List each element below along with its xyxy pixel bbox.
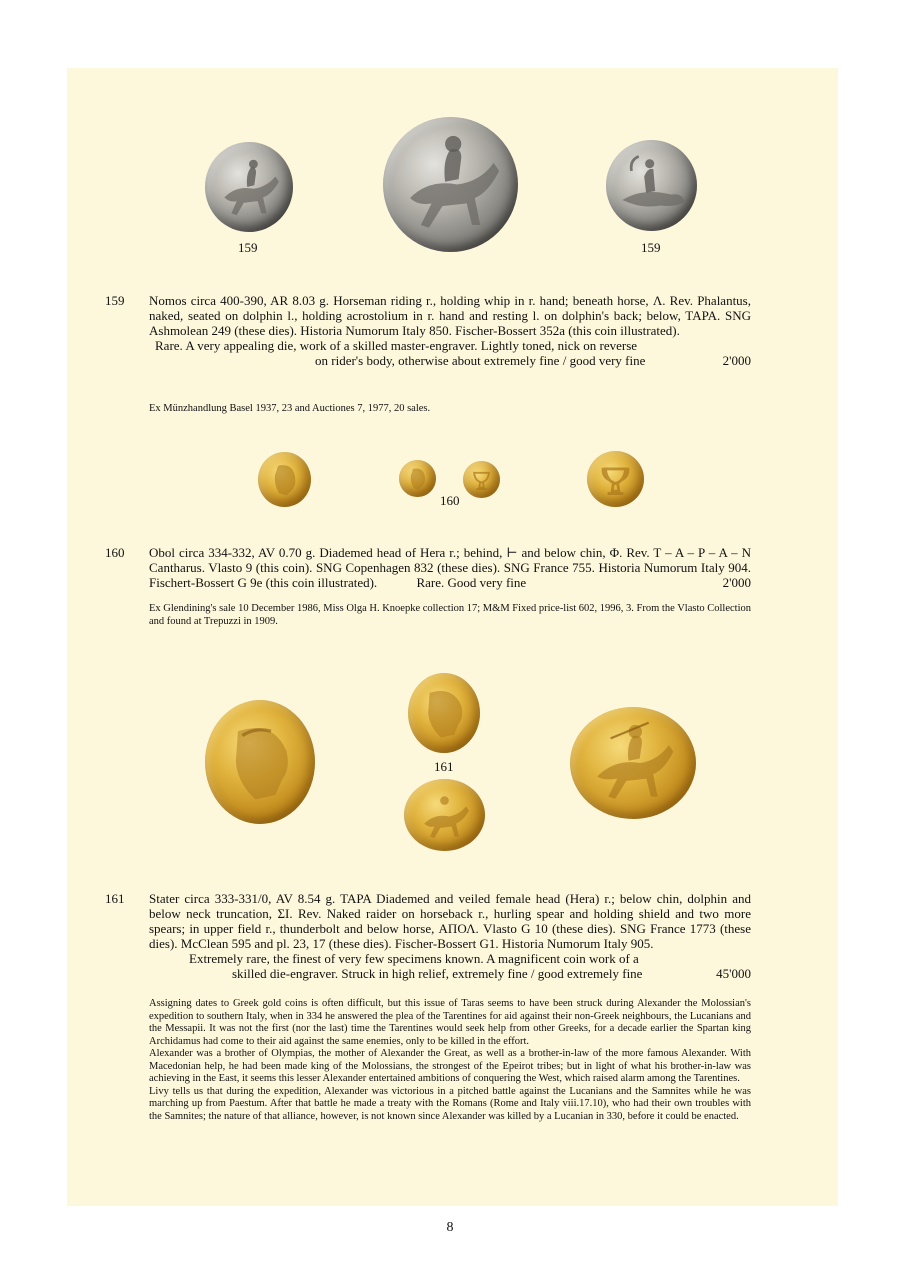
lot-161-grade-line-2: skilled die-engraver. Struck in high relief, extremely fine / good extremely fine: [232, 966, 643, 981]
horseman-icon: [383, 117, 518, 252]
coin-161-obverse-small: [408, 673, 480, 753]
lot-159-grade-line-1: Rare. A very appealing die, work of a skilled master-engraver. Lightly toned, nick on reverse: [155, 338, 638, 353]
horseman-icon: [570, 707, 696, 819]
coin-161-reverse-small: [404, 779, 485, 851]
lot-description-160: [149, 545, 751, 590]
page-number: 8: [446, 1220, 454, 1235]
coin-159-obverse-small: [205, 142, 293, 232]
coin-159-reverse: [606, 140, 697, 231]
coin-160-reverse-large: [587, 451, 644, 507]
lot-160-provenance: Ex Glendining's sale 10 December 1986, Miss Olga H. Knoepke collection 17; M&M Fixed price-list 602, 1996, 3. From the Vlasto Collection and found at Trepuzzi in 1909.: [149, 603, 751, 627]
lot-number-159: 159: [105, 293, 125, 308]
figure-label-159-right: 159: [641, 240, 661, 255]
coin-161-reverse-large: [570, 707, 696, 819]
figure-label-159-left: 159: [238, 240, 258, 255]
lot-description-159: [149, 293, 751, 368]
coin-160-obverse-large: [258, 452, 311, 507]
lot-159-price: 2'000: [722, 353, 751, 368]
lot-161-note-paragraph: Livy tells us that during the expedition, Alexander was victorious in a pitched battle against the Lucanians and the Samnites while he was marching up from Paestum. After that battle he made a treaty with the Romans (Rome and Italy viii.17.10), who had their own troubles with the Samnites; the nature of that alliance, however, is not known since Alexander was killed by a Lucanian in 330, before it could be enacted.: [149, 1085, 751, 1122]
lot-159-grade-row: [149, 353, 751, 368]
lot-160-grade: Rare. Good very fine: [416, 575, 527, 590]
cantharus-icon: [463, 461, 500, 498]
lot-number-160: 160: [105, 545, 125, 560]
lot-161-note-paragraph: Assigning dates to Greek gold coins is often difficult, but this issue of Taras seems to have been struck during Alexander the Molossian's expedition to southern Italy, when in 334 he answered the plea of the Tarentines for aid against their non-Greek neighbours, the Lucanians and the Messapii. It was not the first (nor the last) time the Tarentines would seek help from other Greeks, for a decade earlier the Spartan king Archidamus had come to their aid against the same enemies, only to be killed in the effort.: [149, 998, 751, 1047]
lot-160-price: 2'000: [722, 575, 751, 590]
coin-159-obverse-large: [383, 117, 518, 252]
lot-161-historical-notes: [149, 998, 751, 1123]
coin-160-reverse-small: [463, 461, 500, 498]
lot-159-provenance: Ex Münzhandlung Basel 1937, 23 and Auctiones 7, 1977, 20 sales.: [149, 403, 431, 414]
lot-number-161: 161: [105, 891, 125, 906]
head-of-hera-icon: [258, 452, 311, 507]
lot-159-grade-line-2: on rider's body, otherwise about extremely fine / good very fine: [315, 353, 646, 368]
horseman-icon: [404, 779, 485, 851]
lot-161-grade-line-1: Extremely rare, the finest of very few specimens known. A magnificent coin work of a: [189, 951, 639, 966]
head-of-hera-icon: [205, 700, 315, 824]
lot-description-161: [149, 891, 751, 981]
lot-161-grade-row: [149, 966, 751, 981]
head-of-hera-icon: [408, 673, 480, 753]
figure-label-160: 160: [440, 493, 460, 508]
coin-161-obverse-large: [205, 700, 315, 824]
lot-160-description-text: Obol circa 334-332, AV 0.70 g. Diademed head of Hera r.; behind, ⊢ and below chin, Φ. Rev. T – A – P – A – N Cantharus. Vlasto 9 (this coin). SNG Copenhagen 832 (these dies). SNG France 755. Historia Numorum Italy 904. Fischert-Bossert G 9e (this coin illustrated).: [149, 545, 751, 590]
lot-159-description-text: Nomos circa 400-390, AR 8.03 g. Horseman riding r., holding whip in r. hand; beneath horse, Λ. Rev. Phalantus, naked, seated on dolphin l., holding acrostolium in r. hand and resting l. on dolphin's back; below, TAPA. SNG Ashmolean 249 (these dies). Historia Numorum Italy 850. Fischer-Bossert 352a (this coin illustrated).: [149, 293, 751, 338]
lot-161-description-text: Stater circa 333-331/0, AV 8.54 g. TAPA Diademed and veiled female head (Hera) r.; below chin, dolphin and below neck truncation, ΣΙ. Rev. Naked raider on horseback r., hurling spear and holding shield and two more spears; in upper field r., thunderbolt and below horse, ΑΠΟΛ. Vlasto G 10 (these dies). SNG France 1773 (these dies). McClean 595 and pl. 23, 17 (these dies). Fischer-Bossert G1. Historia Numorum Italy 905.: [149, 891, 751, 951]
horseman-icon: [205, 142, 293, 232]
figure-label-161: 161: [434, 759, 454, 774]
lot-161-price: 45'000: [716, 966, 751, 981]
lot-161-note-paragraph: Alexander was a brother of Olympias, the mother of Alexander the Great, as well as a brother-in-law of the more famous Alexander. With Macedonian help, he had been made king of the Molossians, the strongest of the Epeirot tribes; but in light of what his brother-in-law was achieving in the East, it seems this lesser Alexander entertained ambitions of conquering the West, which raised alarm among the Tarentines.: [149, 1048, 751, 1084]
coin-160-obverse-small: [399, 460, 436, 497]
head-of-hera-icon: [399, 460, 436, 497]
dolphin-rider-icon: [606, 140, 697, 231]
cantharus-icon: [587, 451, 644, 507]
